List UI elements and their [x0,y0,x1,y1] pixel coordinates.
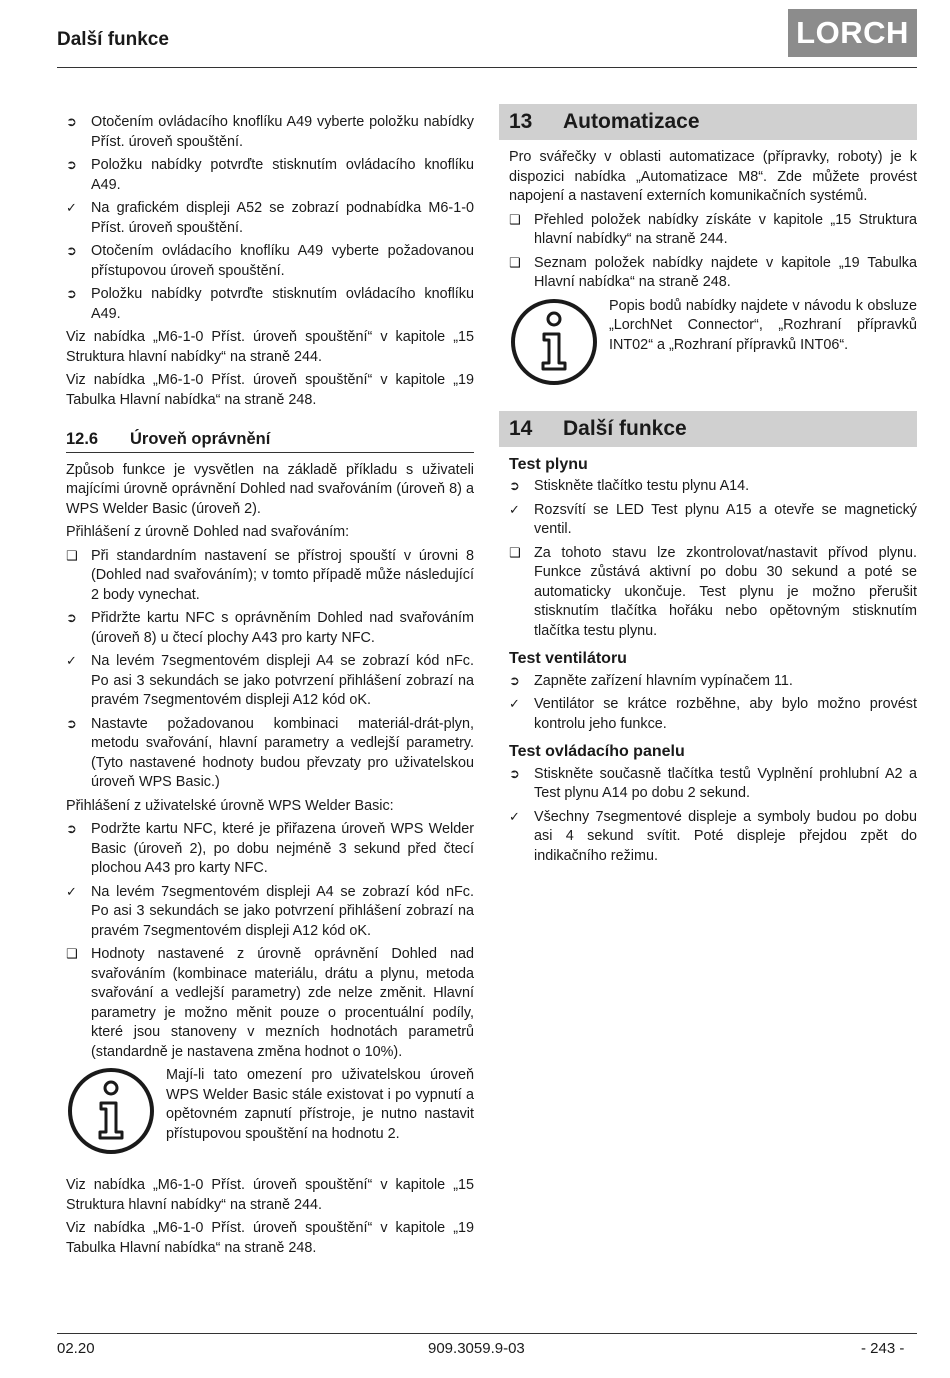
section-heading-12-6 [66,430,474,453]
section-number: 12.6 [66,430,99,448]
check-icon: ✓ [509,697,520,712]
list-item-text: Položku nabídky potvrďte stisknutím ovládacího knoflíku A49. [91,286,474,322]
list-item [66,199,474,238]
panel-test-list [509,765,917,867]
fan-test-list [509,672,917,735]
list-item-text: Stiskněte současně tlačítka testů Vyplnění prohlubní A2 a Test plynu A14 po dobu 2 sekund. [534,765,917,801]
list-item [509,477,917,497]
checkbox-bullet-icon: ❑ [509,212,521,228]
list-item [509,765,917,804]
list-item [509,254,917,293]
list-item-text: Všechny 7segmentové displeje a symboly budou po dobu asi 4 sekund svítit. Poté displeje přejdou zpět do indikačního režimu. [534,808,917,864]
list-item [66,883,474,942]
step-icon: ➲ [509,673,520,689]
info-note-text: Mají-li tato omezení pro uživatelskou úroveň WPS Welder Basic stále existovat i po vypnutí a opětovném zapnutí přístroje, je nutno nastavit přístupovou spouštění na hodnotu 2. [166,1067,474,1142]
step-icon: ➲ [66,611,77,626]
list-item-text: Položku nabídky potvrďte stisknutím ovládacího knoflíku A49. [91,157,474,193]
check-icon: ✓ [509,502,520,518]
page-header-title: Další funkce [57,29,169,50]
check-icon: ✓ [66,884,77,900]
list-item [509,544,917,642]
right-column [509,104,917,870]
access-steps-list [66,113,474,324]
list-item-text: Na grafickém displeji A52 se zobrazí podnabídka M6-1-0 Příst. úroveň spouštění. [91,200,474,236]
step-icon: ➲ [66,115,77,130]
list-item [509,211,917,250]
checkbox-bullet-icon: ❑ [66,947,78,962]
login-wps-label: Přihlášení z uživatelské úrovně WPS Welder Basic: [66,797,394,814]
list-item [66,156,474,195]
chapter-intro: Pro svářečky v oblasti automatizace (přípravky, roboty) je k dispozici nabídka „Automatizace M8“. Zde můžete provést napojení a nastavení externích komunikačních systémů. [509,149,917,204]
list-item-text: Otočením ovládacího knoflíku A49 vyberte požadovanou přístupovou úroveň spouštění. [91,243,474,279]
wps-steps-list [66,820,474,1062]
list-item-text: Přidržte kartu NFC s oprávněním Dohled nad svařováním (úroveň 8) u čtecí plochy A43 pro karty NFC. [91,610,474,646]
list-item [509,501,917,540]
list-item-text: Za tohoto stavu lze zkontrolovat/nastavit přívod plynu. Funkce zůstává aktivní po dobu 30 sekund a poté se automaticky ukončuje. Test plynu je možno přerušit stisknutím tlačítka hořáku nebo opětovným stisknutím tlačítka testu plynu. [534,544,917,639]
chapter-title: Automatizace [563,110,700,134]
left-column [66,113,474,1262]
list-item [509,808,917,867]
list-item-text: Zapněte zařízení hlavním vypínačem 11. [534,672,793,689]
info-icon [66,1066,156,1156]
list-item [66,715,474,793]
list-item [66,652,474,711]
step-icon: ➲ [66,244,77,259]
step-icon: ➲ [509,479,520,494]
list-item [66,609,474,648]
cross-reference: Viz nabídka „M6-1-0 Příst. úroveň spouštění“ v kapitole „15 Struktura hlavní nabídky“ na straně 244. [66,1177,474,1213]
login-supervisor-label: Přihlášení z úrovně Dohled nad svařováním: [66,524,350,540]
footer-document-number: 909.3059.9-03 [428,1340,525,1357]
list-item-text: Rozsvítí se LED Test plynu A15 a otevře se magnetický ventil. [534,501,917,537]
list-item-text: Seznam položek nabídky najdete v kapitole „19 Tabulka Hlavní nabídka“ na straně 248. [534,254,917,290]
footer-date: 02.20 [57,1340,95,1357]
list-item-text: Otočením ovládacího knoflíku A49 vyberte položku nabídky Příst. úroveň spouštění. [91,114,474,150]
list-item [509,695,917,734]
list-item-text: Při standardním nastavení se přístroj spouští v úrovni 8 (Dohled nad svařováním); v tomto případě může následující 2 body vynechat. [91,547,474,603]
supervisor-steps-list [66,547,474,793]
info-note [509,297,917,387]
section-title: Úroveň oprávnění [130,430,271,448]
cross-reference: Viz nabídka „M6-1-0 Příst. úroveň spouštění“ v kapitole „19 Tabulka Hlavní nabídka“ na straně 248. [66,1220,474,1256]
subheading-panel-test: Test ovládacího panelu [509,743,685,760]
info-icon [509,297,599,387]
checkbox-bullet-icon: ❑ [66,548,78,564]
cross-reference: Viz nabídka „M6-1-0 Příst. úroveň spouštění“ v kapitole „15 Struktura hlavní nabídky“ na straně 244. [66,329,474,365]
list-item [66,113,474,152]
step-icon: ➲ [66,287,77,302]
list-item-text: Nastavte požadovanou kombinaci materiál-drát-plyn, metodu svařování, hlavní parametry a vedlejší parametry. (Tyto nastavené hodnoty budou převzaty pro uživatelskou úroveň WPS Basic.) [91,715,474,790]
check-icon: ✓ [66,201,77,216]
step-icon: ➲ [509,766,520,782]
automation-list [509,211,917,293]
section-intro: Způsob funkce je vysvětlen na základě příkladu s uživateli majícími úrovně oprávnění Dohled nad svařováním (úroveň 8) a WPS Welder Basic (úroveň 2). [66,461,474,517]
chapter-title: Další funkce [563,416,687,440]
list-item-text: Stiskněte tlačítko testu plynu A14. [534,478,750,494]
footer-page-number: - 243 - [861,1340,905,1357]
step-icon: ➲ [66,158,77,173]
step-icon: ➲ [66,716,77,732]
info-note-text: Popis bodů nabídky najdete v návodu k obsluze „LorchNet Connector“, „Rozhraní přípravků INT02“ a „Rozhraní přípravků INT06“. [609,297,917,353]
chapter-heading-13 [499,104,917,140]
step-icon: ➲ [66,822,77,837]
gas-test-list [509,477,917,641]
info-note [66,1066,474,1156]
subheading-fan-test: Test ventilátoru [509,650,627,667]
header-divider [57,67,917,68]
list-item [66,547,474,606]
check-icon: ✓ [66,654,77,669]
list-item-text: Na levém 7segmentovém displeji A4 se zobrazí kód nFc. Po asi 3 sekundách se jako potvrzení přihlášení zobrazí na pravém 7segmentovém displeji A12 kód oK. [91,653,474,708]
list-item [66,285,474,324]
list-item [509,672,917,692]
cross-reference: Viz nabídka „M6-1-0 Příst. úroveň spouštění“ v kapitole „19 Tabulka Hlavní nabídka“ na straně 248. [66,372,474,408]
list-item-text: Ventilátor se krátce rozběhne, aby bylo možno provést kontrolu jeho funkce. [534,696,917,732]
check-icon: ✓ [509,809,520,825]
chapter-heading-14 [499,411,917,447]
checkbox-bullet-icon: ❑ [509,255,521,271]
list-item-text: Hodnoty nastavené z úrovně oprávnění Dohled nad svařováním (kombinace materiálu, drátu a plynu, metoda svařování a vedlejší parametry) zde nelze změnit. Hlavní parametry je možno měnit pouze o procentuální podíly, které jsou stanoveny v mezních hodnotách parametrů (standardně je nastavena změna hodnot o 10%). [91,946,474,1060]
list-item [66,242,474,281]
lorch-logo: LORCH [788,9,917,57]
list-item-text: Na levém 7segmentovém displeji A4 se zobrazí kód nFc. Po asi 3 sekundách se jako potvrzení přihlášení zobrazí na pravém 7segmentovém displeji A12 kód oK. [91,883,474,939]
chapter-number: 13 [509,110,533,134]
list-item [66,945,474,1062]
subheading-gas-test: Test plynu [509,455,588,473]
list-item-text: Přehled položek nabídky získáte v kapitole „15 Struktura hlavní nabídky“ na straně 244. [534,211,917,247]
footer-divider [57,1333,917,1334]
list-item [66,820,474,879]
chapter-number: 14 [509,416,533,440]
checkbox-bullet-icon: ❑ [509,545,521,561]
list-item-text: Podržte kartu NFC, které je přiřazena úroveň WPS Welder Basic (úroveň 2), po dobu nejméně 3 sekund před čtecí plochou A43 pro karty NFC. [91,821,474,876]
